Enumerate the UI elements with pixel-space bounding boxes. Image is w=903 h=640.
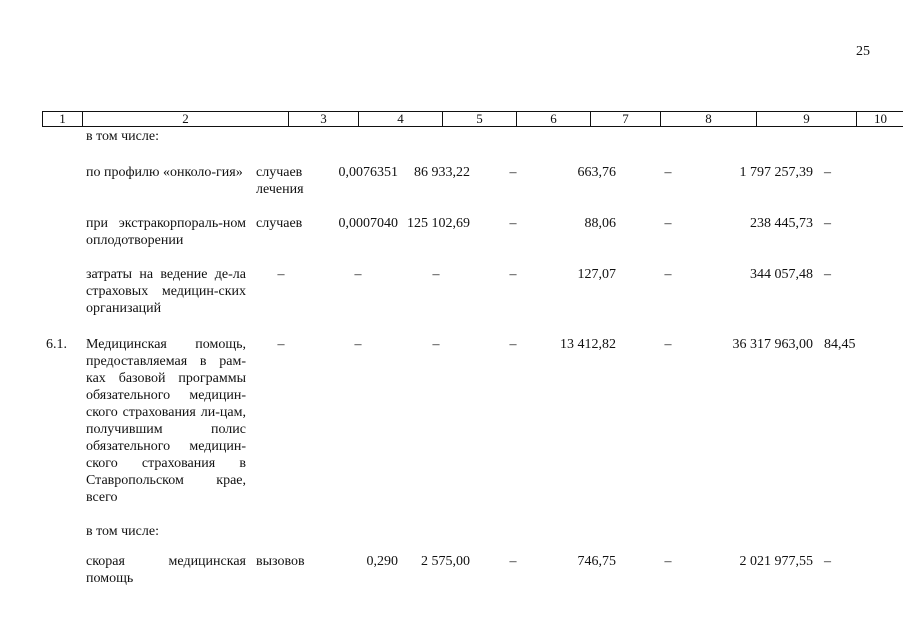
column-number-10: 10: [857, 112, 903, 127]
cost-cell: –: [432, 337, 440, 352]
row-label: по профилю «онколо-гия»: [86, 165, 243, 180]
col9-cell: 36 317 963,00: [732, 337, 813, 352]
col7-cell: 88,06: [584, 216, 616, 231]
col10-cell: –: [824, 165, 831, 180]
unit-cell: случаев: [256, 216, 303, 231]
col8-cell: –: [664, 337, 672, 352]
col8-cell: –: [664, 165, 672, 180]
row-label: затраты на ведение де-ла страховых медицин-ских организаций: [86, 267, 246, 316]
col10-cell: 84,45: [824, 337, 856, 352]
row-label: в том числе:: [86, 129, 159, 144]
cost-cell: 2 575,00: [421, 554, 470, 569]
column-number-1: 1: [43, 112, 83, 127]
column-number-3: 3: [289, 112, 359, 127]
norm-cell: 0,0007040: [338, 216, 398, 231]
col6-cell: –: [509, 267, 517, 282]
col9-cell: 2 021 977,55: [739, 554, 813, 569]
col7-cell: 746,75: [577, 554, 616, 569]
col9-cell: 238 445,73: [750, 216, 813, 231]
norm-cell: –: [354, 337, 362, 352]
col7-cell: 127,07: [577, 267, 616, 282]
page-number: 25: [856, 44, 870, 59]
column-number-header: [42, 111, 903, 127]
unit-cell: –: [277, 267, 285, 282]
column-number-6: 6: [517, 112, 591, 127]
column-number-5: 5: [443, 112, 517, 127]
column-number-7: 7: [591, 112, 661, 127]
col7-cell: 663,76: [577, 165, 616, 180]
col8-cell: –: [664, 554, 672, 569]
column-number-4: 4: [359, 112, 443, 127]
norm-cell: –: [354, 267, 362, 282]
col10-cell: –: [824, 267, 831, 282]
col10-cell: –: [824, 554, 831, 569]
row-label: при экстракорпораль-ном оплодотворении: [86, 216, 246, 248]
col10-cell: –: [824, 216, 831, 231]
row-label: скорая медицинская помощь: [86, 554, 246, 586]
col8-cell: –: [664, 216, 672, 231]
row-label: Медицинская помощь, предоставляемая в рам-ках базовой программы обязательного медицин-ского страхования ли-цам, получившим полис обязательного медицин-ского страхования в Ставропольском крае, всего: [86, 337, 246, 505]
cost-cell: –: [432, 267, 440, 282]
norm-cell: 0,290: [366, 554, 398, 569]
column-number-2: 2: [83, 112, 289, 127]
col6-cell: –: [509, 337, 517, 352]
col8-cell: –: [664, 267, 672, 282]
column-number-9: 9: [757, 112, 857, 127]
unit-cell: –: [277, 337, 285, 352]
unit-cell: вызовов: [256, 554, 305, 569]
row-label: в том числе:: [86, 524, 159, 539]
unit-cell: случаев лечения: [256, 165, 304, 197]
column-number-8: 8: [661, 112, 757, 127]
col7-cell: 13 412,82: [560, 337, 616, 352]
col6-cell: –: [509, 554, 517, 569]
col6-cell: –: [509, 165, 517, 180]
col6-cell: –: [509, 216, 517, 231]
cost-cell: 86 933,22: [414, 165, 470, 180]
col9-cell: 344 057,48: [750, 267, 813, 282]
col9-cell: 1 797 257,39: [739, 165, 813, 180]
row-number: 6.1.: [46, 337, 67, 352]
norm-cell: 0,0076351: [338, 165, 398, 180]
cost-cell: 125 102,69: [407, 216, 470, 231]
